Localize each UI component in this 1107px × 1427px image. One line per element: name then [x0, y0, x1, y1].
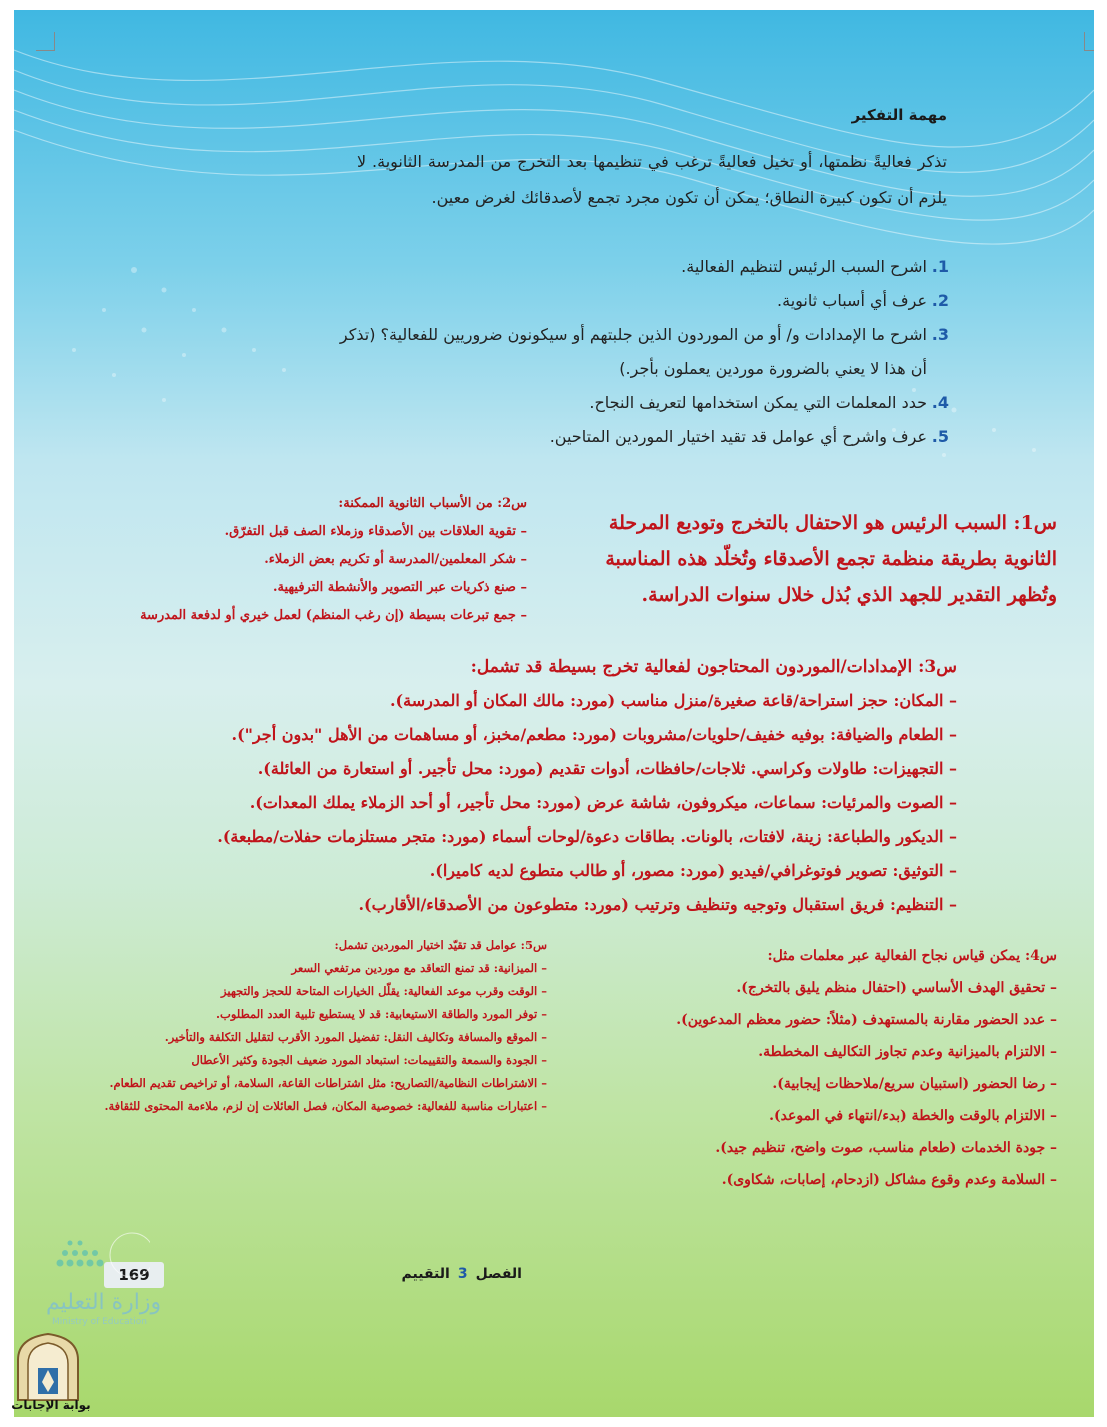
question-text: اشرح ما الإمدادات و/ أو من الموردون الذين جلبتهم أو سيكونون ضروريين للفعالية؟ (تذكر أن هذا لا يعني بالضرورة موردين يعملون بأجر.): [339, 325, 927, 378]
ministry-name-arabic: وزارة التعليم: [46, 1290, 162, 1315]
answer-5-item: – الموقع والمسافة وتكاليف النقل: تفضيل المورد الأقرب لتقليل التكلفة والتأخير.: [164, 1030, 547, 1044]
ministry-name-english: Ministry of Education: [52, 1317, 147, 1327]
answer-5: [67, 934, 547, 1118]
answer-2-item: – شكر المعلمين/المدرسة أو تكريم بعض الزملاء.: [264, 552, 527, 567]
answer-4-item: – السلامة وعدم وقوع مشاكل (ازدحام، إصابات، شكاوى).: [721, 1172, 1057, 1188]
question-text: عرف أي أسباب ثانوية.: [777, 291, 927, 310]
question-number: 4.: [931, 393, 949, 412]
question-text: حدد المعلمات التي يمكن استخدامها لتعريف النجاح.: [589, 393, 927, 412]
crop-mark: [1084, 32, 1094, 51]
question-text: اشرح السبب الرئيس لتنظيم الفعالية.: [681, 257, 927, 276]
answer-5-item: – الجودة والسمعة والتقييمات: استبعاد المورد ضعيف الجودة وكثير الأعطال: [191, 1053, 547, 1067]
answer-3-heading: س3: الإمدادات/الموردون المحتاجون لفعالية تخرج بسيطة قد تشمل:: [470, 657, 957, 677]
answer-2-item: – صنع ذكريات عبر التصوير والأنشطة الترفيهية.: [272, 580, 527, 595]
question-item: [339, 386, 949, 420]
answer-2-heading: س2: من الأسباب الثانوية الممكنة:: [338, 496, 527, 511]
answer-3-item: – الديكور والطباعة: زينة، لافتات، بالونات. بطاقات دعوة/لوحات أسماء (مورد: متجر مستلزمات حفلات/مطبعة).: [217, 827, 957, 846]
answer-3-item: – الصوت والمرئيات: سماعات، ميكروفون، شاشة عرض (مورد: محل تأجير، أو أحد الزملاء يملك المعدات).: [249, 793, 957, 812]
answer-3-item: – المكان: حجز استراحة/قاعة صغيرة/منزل مناسب (مورد: مالك المكان أو المدرسة).: [389, 691, 957, 710]
answer-2-item: – جمع تبرعات بسيطة (إن رغب المنظم) لعمل خيري أو لدفعة المدرسة: [140, 608, 527, 623]
answer-5-item: – اعتبارات مناسبة للفعالية: خصوصية المكان، فصل العائلات إن لزم، ملاءمة المحتوى للثقافة.: [104, 1099, 547, 1113]
answers-portal-label: بوابة الإجابات: [11, 1398, 91, 1412]
answer-4-heading: س4: يمكن قياس نجاح الفعالية عبر معلمات مثل:: [767, 948, 1057, 964]
answer-3: [0, 650, 957, 922]
chapter-label: الفصل: [475, 1266, 522, 1282]
task-title: مهمة التفكير: [851, 106, 947, 124]
chapter-number: 3: [457, 1266, 468, 1282]
question-text: عرف واشرح أي عوامل قد تقيد اختيار الموردين المتاحين.: [549, 427, 927, 446]
answers-portal-logo-icon: [8, 1330, 88, 1404]
answer-3-item: – التنظيم: فريق استقبال وتوجيه وتنظيف وترتيب (مورد: متطوعون من الأصدقاء/الأقارب).: [358, 895, 957, 914]
question-number: 2.: [931, 291, 949, 310]
answer-2-item: – تقوية العلاقات بين الأصدقاء وزملاء الصف قبل التفرّق.: [224, 524, 527, 539]
answer-1: س1: السبب الرئيس هو الاحتفال بالتخرج وتوديع المرحلة الثانوية بطريقة منظمة تجمع الأصدقاء وتُخلّد هذه المناسبة وتُظهر التقدير للجهد الذي بُذل خلال سنوات الدراسة.: [605, 512, 1057, 606]
footer-chapter: [402, 1266, 522, 1282]
question-number: 5.: [931, 427, 949, 446]
question-number: 1.: [931, 257, 949, 276]
task-intro: تذكر فعاليةً نظمتها، أو تخيل فعاليةً ترغب في تنظيمها بعد التخرج من المدرسة الثانوية. لا يلزم أن تكون كبيرة النطاق؛ يمكن أن تكون مجرد تجمع لأصدقائك لغرض معين.: [357, 152, 947, 207]
answer-2: [27, 490, 527, 630]
ministry-logo-icon: [40, 1225, 150, 1285]
answer-4-item: – تحقيق الهدف الأساسي (احتفال منظم يليق بالتخرج).: [736, 980, 1057, 996]
answer-4-item: – رضا الحضور (استبيان سريع/ملاحظات إيجابية).: [772, 1076, 1057, 1092]
chapter-name: التقييم: [401, 1266, 450, 1282]
answer-4-item: – جودة الخدمات (طعام مناسب، صوت واضح، تنظيم جيد).: [715, 1140, 1057, 1156]
question-item: [339, 284, 949, 318]
question-item: [339, 420, 949, 454]
crop-mark: [36, 32, 55, 51]
question-number: 3.: [931, 325, 949, 344]
answer-4: [557, 940, 1057, 1196]
answer-4-item: – الالتزام بالميزانية وعدم تجاوز التكاليف المخططة.: [758, 1044, 1057, 1060]
question-list: [339, 250, 949, 454]
answer-5-item: – الميزانية: قد تمنع التعاقد مع موردين مرتفعي السعر: [291, 961, 547, 975]
answer-3-item: – الطعام والضيافة: بوفيه خفيف/حلويات/مشروبات (مورد: مطعم/مخبز، أو مساهمات من الأهل "بدون أجر").: [231, 725, 957, 744]
answer-4-item: – عدد الحضور مقارنة بالمستهدف (مثلاً: حضور معظم المدعوين).: [676, 1012, 1057, 1028]
answer-3-item: – التوثيق: تصوير فوتوغرافي/فيديو (مورد: مصور، أو طالب متطوع لديه كاميرا).: [429, 861, 957, 880]
answer-5-item: – توفر المورد والطاقة الاستيعابية: قد لا يستطيع تلبية العدد المطلوب.: [216, 1007, 547, 1021]
answer-4-item: – الالتزام بالوقت والخطة (بدء/انتهاء في الموعد).: [769, 1108, 1057, 1124]
answer-3-item: – التجهيزات: طاولات وكراسي. ثلاجات/حافظات، أدوات تقديم (مورد: محل تأجير. أو استعارة من العائلة).: [257, 759, 957, 778]
question-item: [339, 250, 949, 284]
answer-5-heading: س5: عوامل قد تقيّد اختيار الموردين تشمل:: [334, 938, 547, 952]
page-number: 169: [104, 1262, 164, 1288]
question-item: [339, 318, 949, 386]
answer-5-item: – الوقت وقرب موعد الفعالية: يقلّل الخيارات المتاحة للحجز والتجهيز: [221, 984, 547, 998]
answer-5-item: – الاشتراطات النظامية/التصاريح: مثل اشتراطات القاعة، السلامة، أو تراخيص تقديم الطعام.: [109, 1076, 547, 1090]
